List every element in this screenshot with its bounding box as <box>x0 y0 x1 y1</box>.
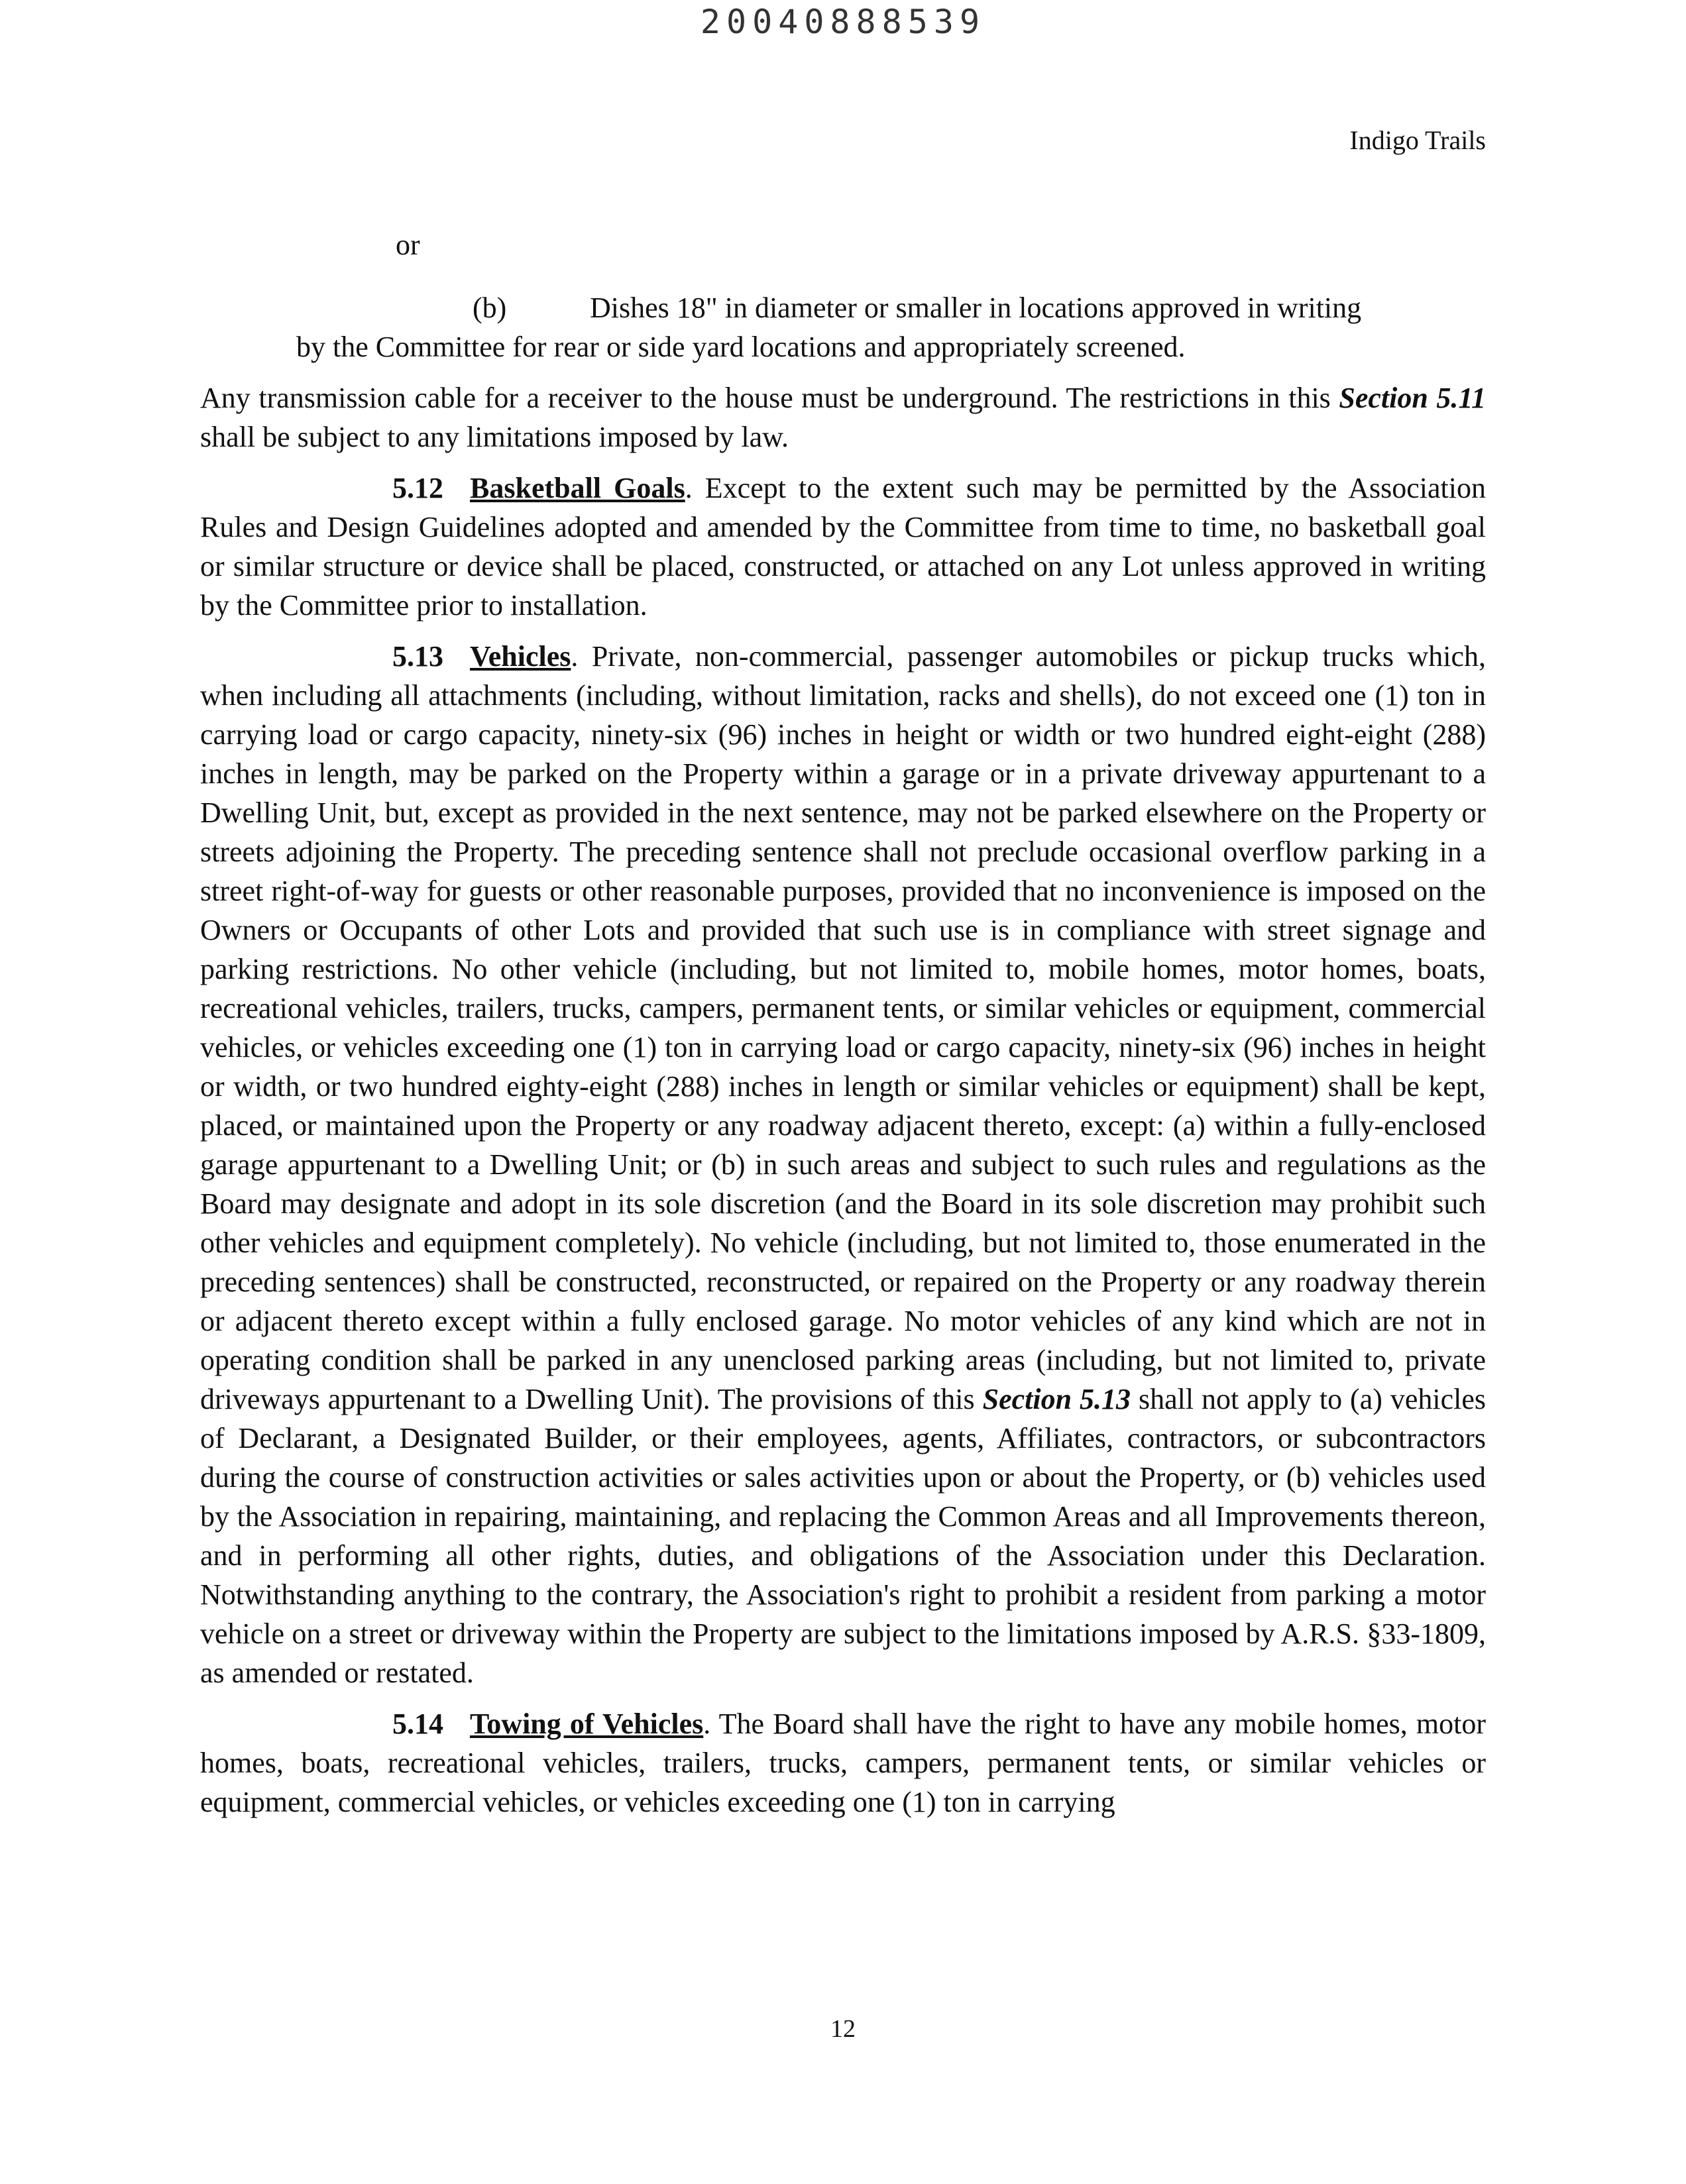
running-header: Indigo Trails <box>1349 125 1486 155</box>
section-reference-5-11: Section 5.11 <box>1339 382 1486 414</box>
section-5-13 <box>200 637 1486 1692</box>
list-item-b-text-rest: by the Committee for rear or side yard locations and appropriately screened. <box>296 331 1186 363</box>
section-5-12 <box>200 468 1486 625</box>
section-number: 5.14 <box>392 1708 443 1740</box>
section-title: Basketball Goals <box>470 472 685 504</box>
section-number: 5.13 <box>392 640 443 673</box>
document-body <box>200 225 1486 1833</box>
transmission-paragraph <box>200 378 1486 457</box>
page-number: 12 <box>830 2015 856 2043</box>
transmission-text-2: shall be subject to any limitations imposed by law. <box>200 421 789 453</box>
section-body-part-1: . Private, non-commercial, passenger automobiles or pickup trucks which, when including all attachments (including, without limitation, racks and shells), do not exceed one (1) ton in carrying load or cargo capacity, ninety-six (96) inches in height or width or two hundred eight-eight (288) inches in length, may be parked on the Property within a garage or in a private driveway appurtenant to a Dwelling Unit, but, except as provided in the next sentence, may not be parked elsewhere on the Property or streets adjoining the Property. The preceding sentence shall not preclude occasional overflow parking in a street right-of-way for guests or other reasonable purposes, provided that no inconvenience is imposed on the Owners or Occupants of other Lots and provided that such use is in compliance with street signage and parking restrictions. No other vehicle (including, but not limited to, mobile homes, motor homes, boats, recreational vehicles, trailers, trucks, campers, permanent tents, or similar vehicles or equipment, commercial vehicles, or vehicles exceeding one (1) ton in carrying load or cargo capacity, ninety-six (96) inches in height or width, or two hundred eighty-eight (288) inches in length or similar vehicles or equipment) shall be kept, placed, or maintained upon the Property or any roadway adjacent thereto, except: (a) within a fully-enclosed garage appurtenant to a Dwelling Unit; or (b) in such areas and subject to such rules and regulations as the Board may designate and adopt in its sole discretion (and the Board in its sole discretion may prohibit such other vehicles and equipment completely). No vehicle (including, but not limited to, those enumerated in the preceding sentences) shall be constructed, reconstructed, or repaired on the Property or any roadway therein or adjacent thereto except within a fully enclosed garage. No motor vehicles of any kind which are not in operating condition shall be parked in any unenclosed parking areas (including, but not limited to, private driveways appurtenant to a Dwelling Unit). The provisions of this <box>200 640 1486 1415</box>
or-connector: or <box>396 229 420 261</box>
section-body: . Except to the extent such may be permitted by the Association Rules and Design Guidelines adopted and amended by the Committee from time to time, no basketball goal or similar structure or device shall be placed, constructed, or attached on any Lot unless approved in writing by the Committee prior to installation. <box>200 472 1486 622</box>
section-title: Vehicles <box>470 640 571 673</box>
list-item-b <box>200 288 1486 366</box>
section-body-part-2: shall not apply to (a) vehicles of Declarant, a Designated Builder, or their employees, agents, Affiliates, contractors, or subcontractors during the course of construction activities or sales activities upon or about the Property, or (b) vehicles used by the Association in repairing, maintaining, and replacing the Common Areas and all Improvements thereon, and in performing all other rights, duties, and obligations of the Association under this Declaration. Notwithstanding anything to the contrary, the Association's right to prohibit a resident from parking a motor vehicle on a street or driveway within the Property are subject to the limitations imposed by A.R.S. §33-1809, as amended or restated. <box>200 1383 1486 1689</box>
section-number: 5.12 <box>392 472 443 504</box>
list-item-b-label: (b) <box>473 292 507 324</box>
section-body: . The Board shall have the right to have any mobile homes, motor homes, boats, recreational vehicles, trailers, trucks, campers, permanent tents, or similar vehicles or equipment, commercial vehicles, or vehicles exceeding one (1) ton in carrying <box>200 1708 1486 1818</box>
section-reference-5-13: Section 5.13 <box>982 1383 1131 1415</box>
section-5-14 <box>200 1704 1486 1822</box>
section-title: Towing of Vehicles <box>470 1708 704 1740</box>
transmission-text-1: Any transmission cable for a receiver to the house must be underground. The restrictions in this <box>200 382 1331 414</box>
recording-number: 20040888539 <box>700 3 986 41</box>
list-item-b-text-first: Dishes 18" in diameter or smaller in locations approved in writing <box>590 292 1362 324</box>
